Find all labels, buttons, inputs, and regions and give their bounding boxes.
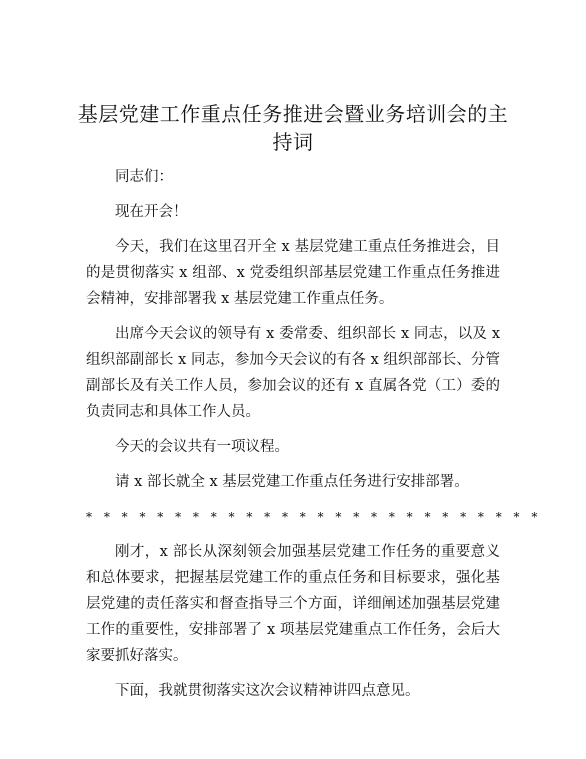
paragraph-attendees: 出席今天会议的领导有 x 委常委、组织部长 x 同志，以及 x 组织部副部长 x 同志，参加今天会议的有各 x 组织部部长、分管副部长及有关工作人员，参加会议的还有 x 直属各党（工）委的负责同志和具体工作人员。 xyxy=(86,326,500,420)
paragraph-agenda: 今天的会议共有一项议程。 xyxy=(115,439,289,455)
document-body xyxy=(86,164,542,713)
section-separator: * * * * * * * * * * * * * * * * * * * * * * * * * * xyxy=(86,510,542,524)
paragraph-summary: 刚才，x 部长从深刻领会加强基层党建工作任务的重要意义和总体要求，把握基层党建工作的重点任务和目标要求，强化基层党建的责任落实和督查指导三个方面，详细阐述加强基层党建工作的重要性，安排部署了 x 项基层党建重点工作任务，会后大家要抓好落实。 xyxy=(86,544,500,664)
paragraph-opening: 现在开会！ xyxy=(115,204,188,220)
document-title: 基层党建工作重点任务推进会暨业务培训会的主持词 xyxy=(77,102,509,154)
paragraph-greeting: 同志们： xyxy=(115,169,173,185)
paragraph-transition: 下面，我就贯彻落实这次会议精神讲四点意见。 xyxy=(115,683,420,699)
paragraph-purpose: 今天，我们在这里召开全 x 基层党建工重点任务推进会，目的是贯彻落实 x 组部、x 党委组织部基层党建工作重点任务推进会精神，安排部署我 x 基层党建工作重点任务。 xyxy=(86,239,500,307)
paragraph-invitation: 请 x 部长就全 x 基层党建工作重点任务进行安排部署。 xyxy=(115,474,469,490)
